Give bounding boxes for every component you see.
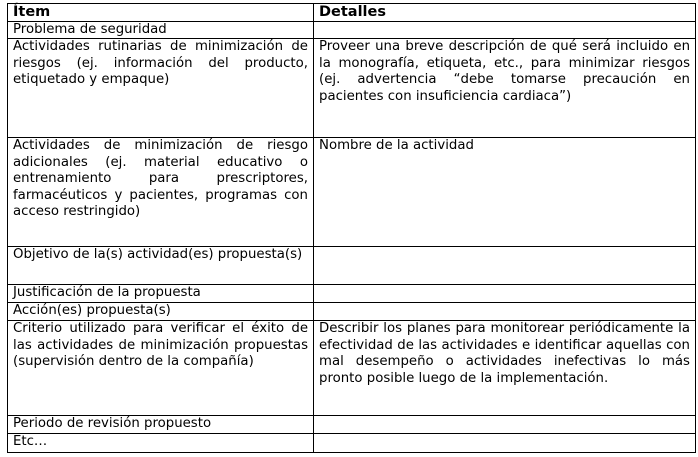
item-cell: Problema de seguridad [8,22,314,39]
table-row [8,247,696,285]
details-cell [314,434,696,453]
table-row [8,39,696,138]
details-cell [314,247,696,285]
table-row [8,303,696,321]
item-cell: Actividades de minimización de riesgo adicionales (ej. material educativo o entrenamiento para prescriptores, farmacéuticos y pacientes, programas con acceso restringido) [8,138,314,247]
header-item: Ítem [8,4,314,22]
item-cell: Justificación de la propuesta [8,285,314,303]
details-cell [314,285,696,303]
item-cell: Etc… [8,434,314,453]
item-cell: Actividades rutinarias de minimización de riesgos (ej. información del producto, etiquetado y empaque) [8,39,314,138]
details-cell [314,22,696,39]
table-header-row [8,4,696,22]
details-cell: Describir los planes para monitorear periódicamente la efectividad de las actividades e identificar aquellas con mal desempeño o actividades inefectivas lo más pronto posible luego de la implementación. [314,321,696,416]
table-row [8,321,696,416]
details-cell [314,416,696,434]
table-row [8,434,696,453]
details-cell [314,303,696,321]
details-cell: Proveer una breve descripción de qué será incluido en la monografía, etiqueta, etc., para minimizar riesgos (ej. advertencia “debe tomarse precaución en pacientes con insuficiencia cardiaca”) [314,39,696,138]
details-cell: Nombre de la actividad [314,138,696,247]
table-row [8,22,696,39]
header-details: Detalles [314,4,696,22]
table-row [8,285,696,303]
item-cell: Acción(es) propuesta(s) [8,303,314,321]
table-row [8,138,696,247]
risk-minimization-table [7,3,696,453]
item-cell: Periodo de revisión propuesto [8,416,314,434]
table-row [8,416,696,434]
item-cell: Objetivo de la(s) actividad(es) propuesta(s) [8,247,314,285]
item-cell: Criterio utilizado para verificar el éxito de las actividades de minimización propuestas (supervisión dentro de la compañía) [8,321,314,416]
